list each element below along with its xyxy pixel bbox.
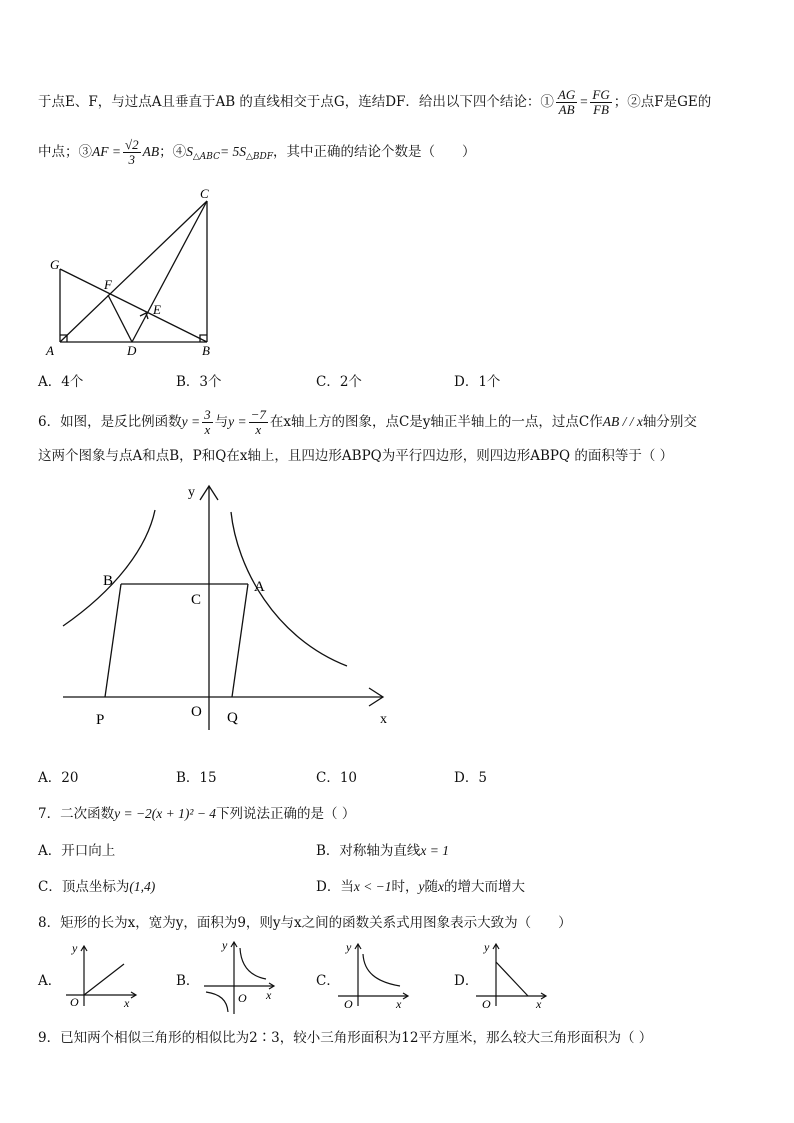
origin-label: O bbox=[70, 995, 79, 1009]
area-subscript: △BDF bbox=[245, 152, 273, 162]
q5-option-a[interactable]: A．4个 bbox=[38, 374, 84, 390]
q5-text-2b: ；④ bbox=[159, 144, 187, 160]
hyperbola-branch-1 bbox=[240, 948, 266, 979]
area-subscript: △ABC bbox=[192, 152, 220, 162]
frac-den: 3 bbox=[128, 152, 136, 167]
q7-optd-text-c: 随 bbox=[424, 879, 439, 895]
label-c: C bbox=[191, 592, 202, 608]
q5-line1 bbox=[38, 88, 711, 117]
q8-graph-b[interactable] bbox=[200, 936, 280, 1016]
q7-stem-a: 7．二次函数 bbox=[38, 806, 115, 822]
q5-fraction-fg-fb bbox=[590, 88, 611, 117]
label-d: D bbox=[127, 343, 137, 358]
frac-num: √2 bbox=[124, 137, 139, 152]
q8-stem: 8．矩形的长为x，宽为y，面积为9，则y与x之间的函数关系式用图象表示大致为（ ） bbox=[38, 915, 572, 931]
q7-optd-x: x bbox=[438, 879, 445, 894]
line-through-origin bbox=[84, 964, 124, 995]
label-e: E bbox=[153, 302, 161, 317]
label-b: B bbox=[103, 573, 114, 589]
axis-y-label: y bbox=[484, 940, 490, 954]
q6-y2: y = bbox=[228, 414, 247, 429]
q8-graph-c[interactable] bbox=[334, 938, 414, 1010]
frac-den: FB bbox=[593, 102, 609, 117]
label-a: A bbox=[46, 343, 54, 358]
q7-optd-text-b: 时， bbox=[391, 879, 419, 895]
q5-fraction-sqrt2-3 bbox=[123, 138, 141, 167]
label-g: G bbox=[50, 257, 60, 272]
q6-option-c[interactable]: C．10 bbox=[316, 770, 358, 786]
q7-optb-text: B．对称轴为直线 bbox=[316, 843, 421, 859]
q6-text-1c: 轴分别交 bbox=[642, 414, 697, 430]
q7-optc-math: (1,4) bbox=[129, 879, 156, 894]
q8-option-b-label[interactable]: B． bbox=[176, 973, 200, 989]
q5-text-2c: ，其中正确的结论个数是（ ） bbox=[272, 144, 476, 160]
label-f: F bbox=[104, 277, 112, 292]
q8-option-a-label[interactable]: A． bbox=[38, 973, 62, 989]
q7-formula: y = −2(x + 1)² − 4 bbox=[114, 806, 217, 821]
axis-x-label: x bbox=[266, 988, 272, 1002]
q6-y1: y = bbox=[181, 414, 201, 429]
q6-option-d[interactable]: D．5 bbox=[454, 770, 487, 786]
curve-y-neg7-over-x bbox=[63, 510, 155, 626]
axis-y-label: y bbox=[346, 940, 352, 954]
q5-option-b[interactable]: B．3个 bbox=[176, 374, 222, 390]
label-x: x bbox=[380, 712, 387, 727]
q7-optc-text: C．顶点坐标为 bbox=[38, 879, 130, 895]
origin-label: O bbox=[344, 997, 353, 1010]
hyperbola-first-quadrant bbox=[363, 954, 400, 986]
q7-stem-b: 下列说法正确的是（ ） bbox=[216, 806, 356, 822]
q8-graph-a[interactable] bbox=[62, 940, 142, 1010]
q5-line2 bbox=[38, 138, 475, 167]
q7-option-a[interactable]: A．开口向上 bbox=[38, 843, 116, 859]
hyperbola-branch-2 bbox=[206, 992, 228, 1012]
q7-option-b[interactable] bbox=[316, 841, 449, 861]
q6-fraction-3-x bbox=[202, 408, 213, 437]
area-symbol: S bbox=[186, 144, 193, 159]
label-b: B bbox=[202, 343, 210, 358]
q6-line2: 这两个图象与点A和点B，P和Q在x轴上，且四边形ABPQ为平行四边形，则四边形ABPQ 的面积等于（ ） bbox=[38, 448, 674, 464]
frac-den: AB bbox=[558, 102, 575, 117]
curve-y-3-over-x bbox=[231, 512, 347, 666]
label-o: O bbox=[191, 704, 202, 720]
segment-ac bbox=[60, 201, 207, 342]
q6-hyperbola-figure bbox=[55, 478, 400, 738]
frac-num: AG bbox=[557, 87, 576, 102]
q6-option-a[interactable]: A．20 bbox=[38, 770, 79, 786]
q8-option-d-label[interactable]: D． bbox=[454, 973, 479, 989]
frac-num: 3 bbox=[204, 407, 211, 422]
q6-abx: AB / / x bbox=[602, 414, 643, 429]
q5-af: AF = bbox=[92, 144, 121, 159]
label-c: C bbox=[200, 186, 209, 201]
q6-line1 bbox=[38, 408, 697, 437]
q6-text-1b: 在x轴上方的图象，点C是y轴正半轴上的一点，过点C作 bbox=[269, 414, 603, 430]
q5-text-2a: 中点；③ bbox=[38, 144, 92, 160]
label-a: A bbox=[254, 579, 265, 595]
segment-aq bbox=[232, 584, 248, 697]
frac-den: x bbox=[204, 422, 211, 437]
equals-sign: = bbox=[579, 94, 589, 109]
q5-fraction-ag-ab bbox=[556, 88, 577, 117]
label-q: Q bbox=[227, 710, 238, 726]
q6-option-b[interactable]: B．15 bbox=[176, 770, 217, 786]
label-y: y bbox=[188, 485, 195, 500]
q8-option-c-label[interactable]: C． bbox=[316, 973, 340, 989]
q5-option-c[interactable]: C．2个 bbox=[316, 374, 362, 390]
segment-bp bbox=[105, 584, 121, 697]
axis-x-label: x bbox=[396, 997, 402, 1010]
frac-num: FG bbox=[592, 87, 610, 102]
q7-optb-math: x = 1 bbox=[420, 843, 450, 858]
q5-text-1b: ；②点F是GE的 bbox=[613, 94, 712, 110]
frac-den: x bbox=[255, 422, 262, 437]
q6-text-1a: 6．如图，是反比例函数 bbox=[38, 414, 182, 430]
q7-optd-y: y bbox=[418, 879, 425, 894]
q7-optd-text-a: D．当 bbox=[316, 879, 354, 895]
q6-fraction-neg7-x bbox=[249, 408, 268, 437]
q8-graph-d[interactable] bbox=[472, 938, 552, 1010]
axis-y-label: y bbox=[222, 938, 228, 952]
q5-option-d[interactable]: D．1个 bbox=[454, 374, 501, 390]
decreasing-line bbox=[496, 962, 528, 996]
q9-stem: 9．已知两个相似三角形的相似比为2∶3，较小三角形面积为12平方厘米，那么较大三角形面积为（ ） bbox=[38, 1030, 653, 1046]
origin-label: O bbox=[482, 997, 491, 1010]
frac-num: −7 bbox=[250, 407, 266, 422]
q6-mid: 与 bbox=[214, 414, 229, 430]
axis-x-label: x bbox=[536, 997, 542, 1010]
axis-y-label: y bbox=[72, 941, 78, 955]
segment-fd bbox=[108, 295, 132, 342]
segment-gb bbox=[60, 269, 207, 342]
axis-x-label: x bbox=[124, 996, 130, 1010]
q7-stem bbox=[38, 804, 355, 824]
q5-triangle-figure bbox=[40, 185, 230, 365]
q7-option-d[interactable] bbox=[316, 877, 525, 897]
segment-cd bbox=[132, 201, 207, 342]
origin-label: O bbox=[238, 991, 247, 1005]
label-p: P bbox=[96, 712, 105, 728]
q7-optd-math: x < −1 bbox=[353, 879, 392, 894]
q5-eq5: = 5S bbox=[219, 144, 246, 159]
q7-option-c[interactable] bbox=[38, 877, 155, 897]
q7-optd-text-d: 的增大而增大 bbox=[444, 879, 526, 895]
q5-text-1a: 于点E、F，与过点A且垂直于AB 的直线相交于点G，连结DF．给出以下四个结论：① bbox=[38, 94, 554, 110]
q5-ab: AB bbox=[142, 144, 160, 159]
